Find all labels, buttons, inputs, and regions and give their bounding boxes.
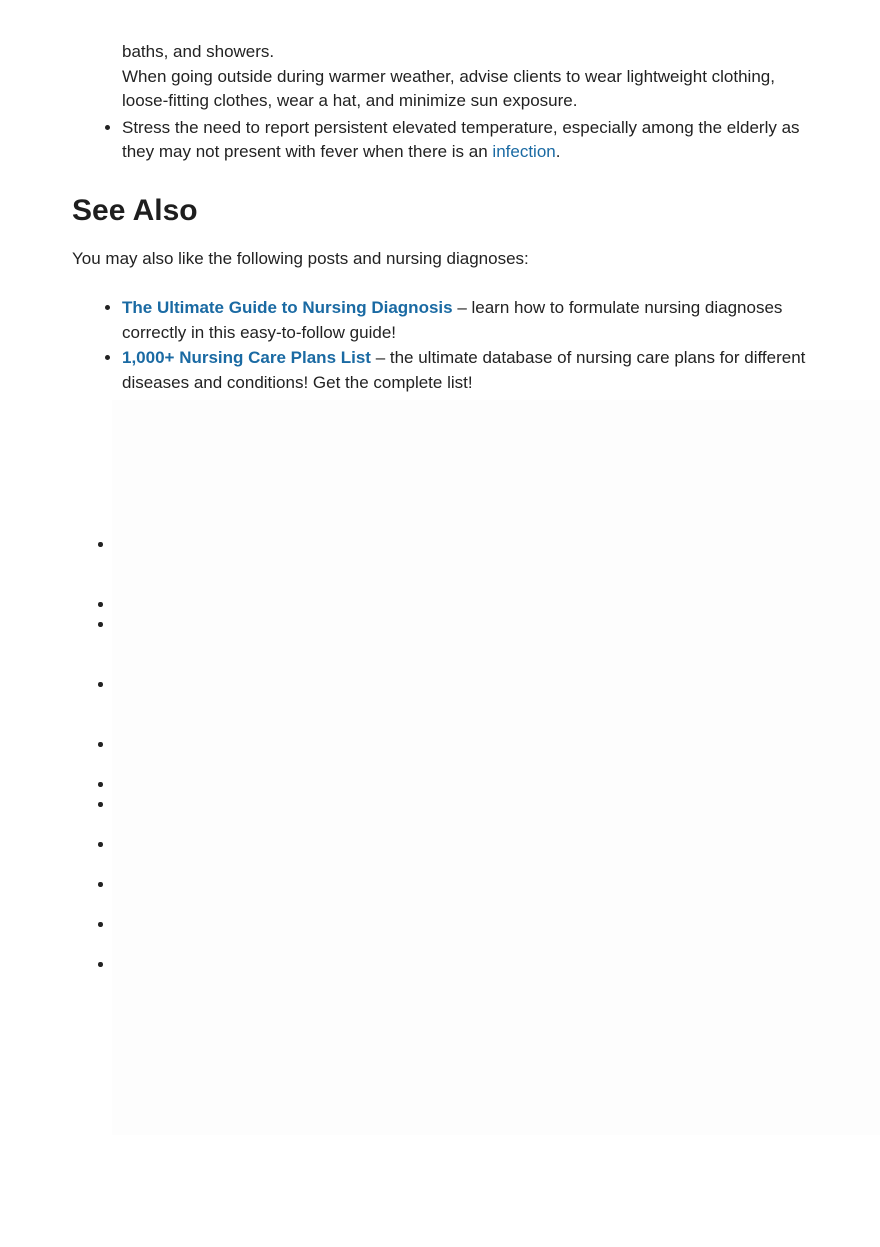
nursing-diagnosis-guide-link[interactable]: The Ultimate Guide to Nursing Diagnosis [122,298,453,317]
empty-list-item [98,782,104,788]
intervention-list [72,116,812,165]
empty-list-item [98,962,104,968]
empty-list-item [98,602,104,608]
hot-weather-advice: When going outside during warmer weather, advise clients to wear lightweight clothing, loose-fitting clothes, wear a hat, and minimize sun exposure. [122,66,775,110]
empty-list-item [98,622,104,628]
infection-link[interactable]: infection [492,142,556,161]
continued-line: baths, and showers. [122,42,275,61]
continued-text [122,40,812,114]
see-also-list [72,296,812,395]
list-item: • Stress the need to report persistent elevated temperature, especially among the elderly as they may not present with fever when there is an infection. [122,116,812,165]
article-body [72,40,812,395]
empty-list-item [98,842,104,848]
empty-list-item [98,882,104,888]
care-plans-list-link[interactable]: 1,000+ Nursing Care Plans List [122,348,371,367]
empty-list-item [98,542,104,548]
list-item: • 1,000+ Nursing Care Plans List – the ultimate database of nursing care plans for different diseases and conditions! Get the complete list! [122,346,812,395]
empty-list-item [98,802,104,808]
empty-content-area [112,400,880,1135]
empty-list-item [98,742,104,748]
empty-list-item [98,682,104,688]
see-also-intro: You may also like the following posts and nursing diagnoses: [72,248,529,268]
list-item: • The Ultimate Guide to Nursing Diagnosis – learn how to formulate nursing diagnoses correctly in this easy-to-follow guide! [122,296,812,345]
empty-list-item [98,922,104,928]
see-also-heading: See Also [72,193,198,227]
